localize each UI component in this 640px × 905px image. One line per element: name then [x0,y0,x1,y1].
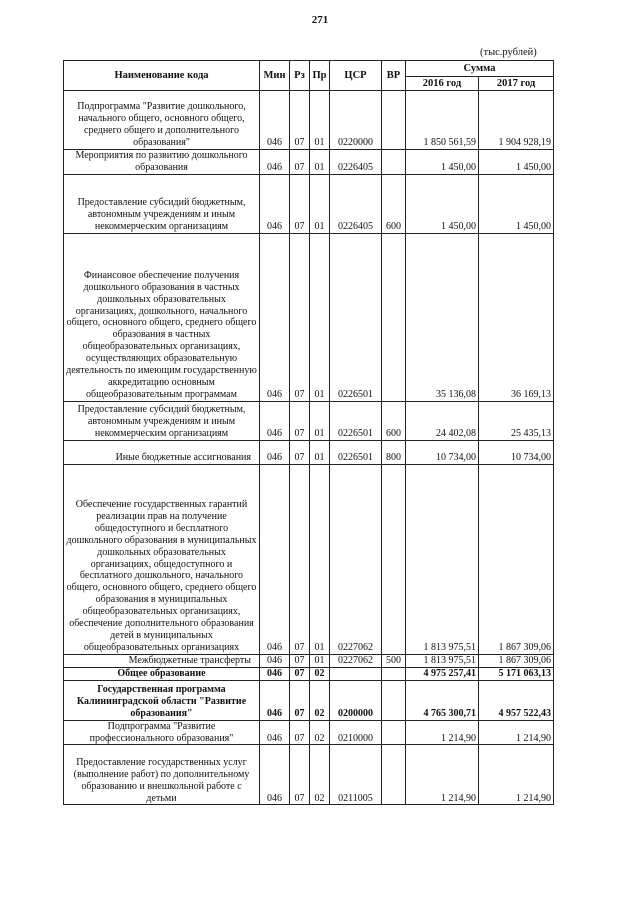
row-pr: 01 [310,150,330,175]
row-pr: 01 [310,174,330,233]
row-name: Подпрограмма "Развитие профессионального образования" [64,720,260,745]
row-amount-2016: 24 402,08 [406,401,479,440]
row-vr [382,745,406,805]
row-rz: 07 [290,233,310,401]
row-amount-2017: 10 734,00 [479,440,554,464]
row-pr: 01 [310,654,330,667]
table-row [64,91,554,150]
table-row [64,150,554,175]
header-sum: Сумма [406,61,554,77]
row-min: 046 [260,680,290,720]
table-row [64,464,554,654]
page-number: 271 [311,14,329,26]
row-amount-2016: 1 450,00 [406,150,479,175]
row-name: Мероприятия по развитию дошкольного образования [64,150,260,175]
header-row [64,61,554,77]
header-pr: Пр [310,61,330,91]
row-amount-2017: 1 867 309,06 [479,464,554,654]
row-rz: 07 [290,680,310,720]
row-amount-2017: 25 435,13 [479,401,554,440]
row-pr: 01 [310,464,330,654]
row-amount-2016: 10 734,00 [406,440,479,464]
row-min: 046 [260,720,290,745]
row-amount-2017: 1 214,90 [479,720,554,745]
row-amount-2016: 35 136,08 [406,233,479,401]
row-pr: 01 [310,401,330,440]
row-rz: 07 [290,174,310,233]
row-rz: 07 [290,720,310,745]
row-name: Общее образование [64,667,260,680]
row-amount-2016: 1 813 975,51 [406,654,479,667]
row-pr: 02 [310,667,330,680]
row-vr [382,667,406,680]
row-rz: 07 [290,150,310,175]
row-min: 046 [260,91,290,150]
header-csr: ЦСР [330,61,382,91]
table-row [64,667,554,680]
header-vr: ВР [382,61,406,91]
row-amount-2017: 1 904 928,19 [479,91,554,150]
row-name: Предоставление субсидий бюджетным, автономным учреждениям и иным некоммерческим организациям [64,401,260,440]
row-amount-2017: 36 169,13 [479,233,554,401]
row-pr: 02 [310,745,330,805]
row-amount-2017: 4 957 522,43 [479,680,554,720]
row-csr: 0200000 [330,680,382,720]
table-row [64,745,554,805]
header-min: Мин [260,61,290,91]
row-min: 046 [260,464,290,654]
header-rz: Рз [290,61,310,91]
row-name: Обеспечение государственных гарантий реализации прав на получение общедоступного и бесплатного дошкольного образования в муниципальных дошкольных образовательных организациях, общедоступного и бесплатного дошкольного, начального общего, основного общего, среднего общего образования в муниципальных общеобразовательных организациях, обеспечение дополнительного образования детей в муниципальных общеобразовательных организациях [64,464,260,654]
table-row [64,401,554,440]
row-min: 046 [260,233,290,401]
row-rz: 07 [290,91,310,150]
row-rz: 07 [290,667,310,680]
table-row [64,440,554,464]
row-pr: 01 [310,440,330,464]
row-csr: 0227062 [330,464,382,654]
row-vr [382,233,406,401]
row-min: 046 [260,174,290,233]
row-vr: 600 [382,174,406,233]
row-csr: 0226405 [330,150,382,175]
row-amount-2017: 5 171 063,13 [479,667,554,680]
row-csr: 0226501 [330,233,382,401]
table-row [64,654,554,667]
row-name: Подпрограмма "Развитие дошкольного, начального общего, основного общего, среднего общего и дополнительного образования" [64,91,260,150]
row-name: Иные бюджетные ассигнования [64,440,260,464]
row-min: 046 [260,150,290,175]
row-amount-2016: 1 450,00 [406,174,479,233]
table-row [64,680,554,720]
row-name: Межбюджетные трансферты [64,654,260,667]
row-amount-2016: 1 850 561,59 [406,91,479,150]
row-amount-2016: 4 765 300,71 [406,680,479,720]
row-rz: 07 [290,654,310,667]
table-row [64,720,554,745]
table-row [64,174,554,233]
row-csr [330,667,382,680]
row-csr: 0226501 [330,401,382,440]
row-pr: 02 [310,680,330,720]
row-rz: 07 [290,464,310,654]
row-rz: 07 [290,745,310,805]
row-rz: 07 [290,401,310,440]
row-min: 046 [260,401,290,440]
header-2017: 2017 год [479,77,554,91]
row-amount-2017: 1 867 309,06 [479,654,554,667]
row-amount-2016: 1 214,90 [406,720,479,745]
row-pr: 01 [310,91,330,150]
row-name: Предоставление государственных услуг (выполнение работ) по дополнительному образованию и внешкольной работе с детьми [64,745,260,805]
row-amount-2017: 1 450,00 [479,150,554,175]
budget-table [63,60,554,805]
header-name: Наименование кода [64,61,260,91]
row-pr: 02 [310,720,330,745]
row-amount-2016: 1 214,90 [406,745,479,805]
row-csr: 0220000 [330,91,382,150]
row-name: Финансовое обеспечение получения дошкольного образования в частных дошкольных образовательных организациях, дошкольного, начального общего, основного общего, среднего общего образования в частных общеобразовательных организациях, осуществляющих образовательную деятельность по имеющим государственную аккредитацию основным общеобразовательным программам [64,233,260,401]
row-vr: 600 [382,401,406,440]
row-vr: 800 [382,440,406,464]
row-min: 046 [260,745,290,805]
row-min: 046 [260,654,290,667]
row-amount-2017: 1 214,90 [479,745,554,805]
row-csr: 0211005 [330,745,382,805]
units-note: (тыс.рублей) [480,47,537,58]
row-amount-2016: 1 813 975,51 [406,464,479,654]
row-vr [382,720,406,745]
row-pr: 01 [310,233,330,401]
table-row [64,233,554,401]
row-min: 046 [260,440,290,464]
row-csr: 0226405 [330,174,382,233]
row-name: Предоставление субсидий бюджетным, автономным учреждениям и иным некоммерческим организациям [64,174,260,233]
row-amount-2016: 4 975 257,41 [406,667,479,680]
row-name: Государственная программа Калининградской области "Развитие образования" [64,680,260,720]
row-vr [382,464,406,654]
row-min: 046 [260,667,290,680]
row-csr: 0227062 [330,654,382,667]
row-rz: 07 [290,440,310,464]
row-csr: 0210000 [330,720,382,745]
row-vr [382,680,406,720]
header-2016: 2016 год [406,77,479,91]
row-vr [382,150,406,175]
row-amount-2017: 1 450,00 [479,174,554,233]
row-csr: 0226501 [330,440,382,464]
row-vr [382,91,406,150]
row-vr: 500 [382,654,406,667]
